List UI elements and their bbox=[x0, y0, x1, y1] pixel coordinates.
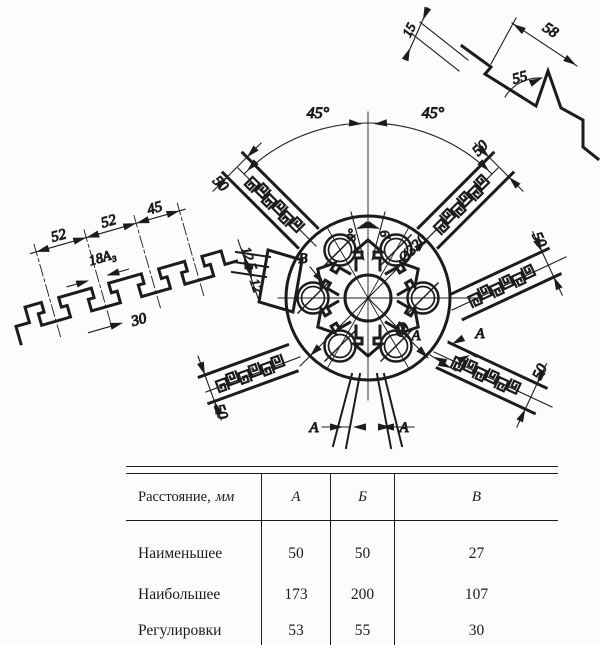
table-header-a: А bbox=[261, 474, 330, 521]
table-header-distance: Расстояние, мм bbox=[126, 474, 261, 521]
arm-ll-width: 50 bbox=[210, 402, 231, 422]
rail-dim-45: 45 bbox=[145, 198, 165, 219]
cell-max-b: 200 bbox=[330, 577, 394, 613]
gap-bottom-right: А bbox=[399, 420, 409, 436]
bottom-legs bbox=[308, 374, 414, 448]
row-label-max: Наибольшее bbox=[138, 586, 221, 603]
table-top-rule bbox=[126, 466, 558, 473]
distance-table bbox=[126, 466, 558, 645]
rail-link bbox=[232, 240, 302, 312]
row-label-adjust: Регулировки bbox=[138, 622, 222, 639]
point-b-label: В bbox=[298, 251, 308, 267]
angle-right-label: 45° bbox=[421, 105, 445, 122]
gap-right: А bbox=[475, 326, 485, 342]
cell-adjust-b: 55 bbox=[330, 613, 394, 645]
gap-bottom-left: А bbox=[309, 420, 319, 436]
stop-detail bbox=[399, 7, 598, 159]
t-slot-rail bbox=[0, 183, 247, 361]
arm-lower-left bbox=[192, 326, 304, 422]
cell-min-b: 50 bbox=[330, 521, 394, 577]
clamp-block bbox=[259, 250, 302, 312]
rail-cavity-dim: 30 bbox=[129, 310, 149, 331]
detail-dim-55: 55 bbox=[510, 68, 530, 88]
angle-9: 9° bbox=[342, 227, 361, 243]
cell-max-a: 173 bbox=[261, 577, 330, 613]
cell-min-v: 27 bbox=[394, 521, 558, 577]
dim-label-60: 60 bbox=[392, 320, 413, 341]
arm-ul-width: 50 bbox=[209, 173, 232, 195]
row-label-min: Наименьшее bbox=[138, 545, 223, 562]
gap-lower-right: А bbox=[411, 328, 421, 344]
table-header-v: В bbox=[394, 474, 558, 521]
arm-lower-right bbox=[429, 323, 556, 432]
slot-centerlines bbox=[34, 203, 204, 338]
link-dim-125: 12,5 bbox=[238, 245, 261, 273]
angle-6: 6' bbox=[376, 228, 394, 242]
rail-dim-52a: 52 bbox=[49, 226, 69, 246]
angle-left-label: 45° bbox=[306, 105, 330, 122]
table-header-b: Б bbox=[330, 474, 394, 521]
rail-dim-52b: 52 bbox=[99, 212, 119, 232]
detail-dim-15: 15 bbox=[399, 20, 419, 40]
arm-lr-width: 50 bbox=[529, 361, 551, 383]
link-dim-12: 12 bbox=[247, 276, 266, 295]
dim-label-320: Ø320 bbox=[395, 231, 431, 267]
rail-slot-dim: 18A₃ bbox=[87, 247, 118, 270]
cell-adjust-a: 53 bbox=[261, 613, 330, 645]
cell-adjust-v: 30 bbox=[394, 613, 558, 645]
arm-right bbox=[442, 228, 571, 338]
arm-ur-width: 50 bbox=[469, 137, 492, 160]
cell-max-v: 107 bbox=[394, 577, 558, 613]
cell-min-a: 50 bbox=[261, 521, 330, 577]
arm-r-width: 50 bbox=[528, 229, 550, 251]
detail-dim-58: 58 bbox=[539, 19, 561, 42]
